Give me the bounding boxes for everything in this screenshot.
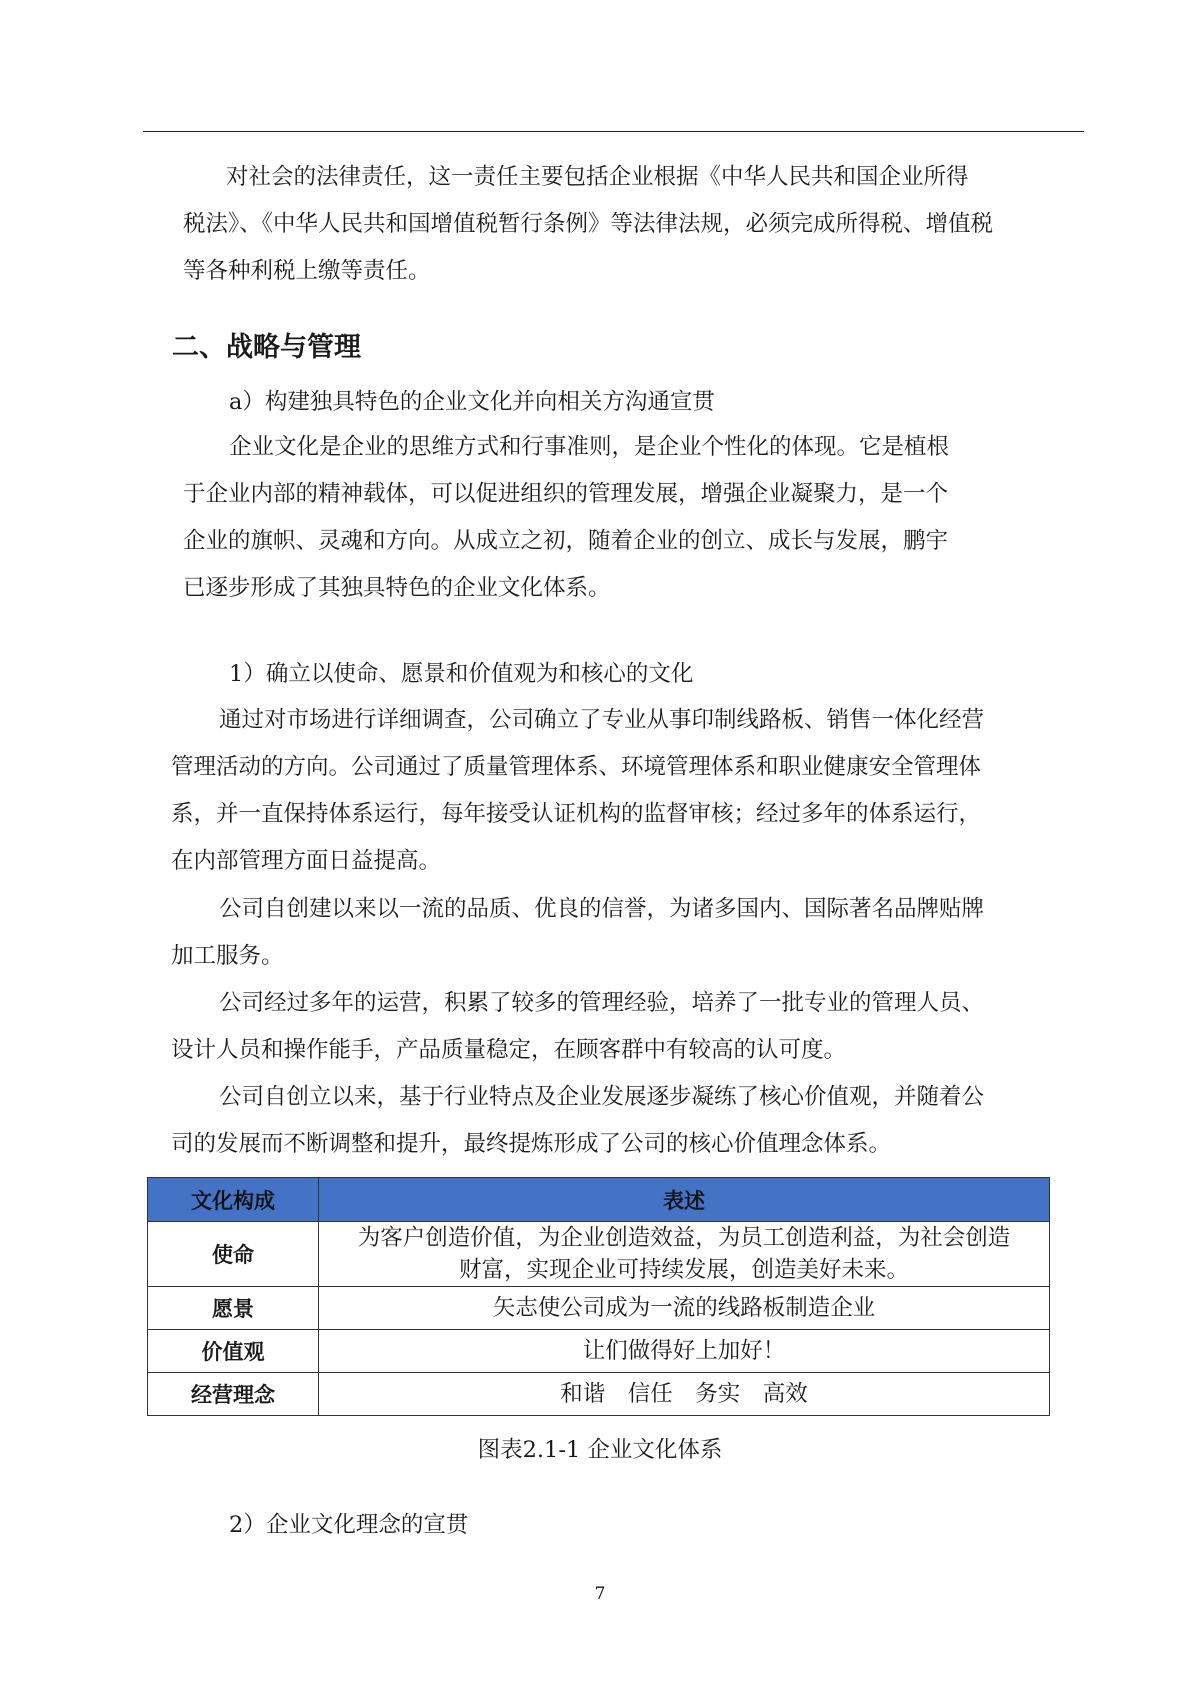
table-row	[148, 1222, 1050, 1287]
paragraph-line: 等各种利税上缴等责任。	[183, 258, 431, 284]
paragraph-line: 税法》、《中华人民共和国增值税暂行条例》等法律法规，必须完成所得税、增值税	[183, 211, 994, 237]
section-heading: 二、战略与管理	[172, 332, 361, 363]
table-header-cell: 文化构成	[148, 1178, 319, 1222]
culture-paragraph	[183, 424, 950, 612]
paragraph-line: 已逐步形成了其独具特色的企业文化体系。	[183, 575, 611, 601]
table-row	[148, 1287, 1050, 1330]
subsection-a-heading: a）构建独具特色的企业文化并向相关方沟通宣贯	[229, 389, 715, 415]
item-1-heading: 1）确立以使命、愿景和价值观为和核心的文化	[229, 661, 694, 687]
paragraph-line: 对社会的法律责任，这一责任主要包括企业根据《中华人民共和国企业所得	[226, 164, 969, 190]
paragraph-line: 企业的旗帜、灵魂和方向。从成立之初，随着企业的创立、成长与发展，鹏宇	[183, 528, 949, 554]
row-desc-mission	[319, 1222, 1050, 1287]
header-rule	[143, 131, 1084, 132]
paragraph-line: 设计人员和操作能手，产品质量稳定，在顾客群中有较高的认可度。	[171, 1037, 847, 1063]
paragraph-line: 系，并一直保持体系运行，每年接受认证机构的监督审核；经过多年的体系运行，	[171, 801, 982, 827]
row-desc-vision: 矢志使公司成为一流的线路板制造企业	[319, 1287, 1050, 1330]
paragraph-line: 管理活动的方向。公司通过了质量管理体系、环境管理体系和职业健康安全管理体	[171, 754, 982, 780]
row-desc-philosophy: 和谐 信任 务实 高效	[319, 1373, 1050, 1416]
paragraph-line: 公司自创立以来，基于行业特点及企业发展逐步凝练了核心价值观，并随着公	[219, 1084, 985, 1110]
table-row	[148, 1373, 1050, 1416]
culture-table	[147, 1177, 1050, 1416]
page-number: 7	[594, 1584, 606, 1604]
paragraph-line: 通过对市场进行详细调查，公司确立了专业从事印制线路板、销售一体化经营	[219, 707, 985, 733]
paragraph-line: 加工服务。	[171, 943, 284, 969]
paragraph-line: 公司经过多年的运营，积累了较多的管理经验，培养了一批专业的管理人员、	[219, 990, 985, 1016]
row-label-values: 价值观	[148, 1330, 319, 1373]
paragraph-line: 司的发展而不断调整和提升，最终提炼形成了公司的核心价值理念体系。	[171, 1131, 892, 1157]
paragraph-line: 企业文化是企业的思维方式和行事准则，是企业个性化的体现。它是植根	[229, 434, 950, 460]
paragraph-line: 公司自创建以来以一流的品质、优良的信誉，为诸多国内、国际著名品牌贴牌	[219, 896, 985, 922]
desc-line: 财富，实现企业可持续发展，创造美好未来。	[458, 1257, 909, 1283]
table-row	[148, 1330, 1050, 1373]
table-caption: 图表2.1-1 企业文化体系	[477, 1437, 723, 1463]
desc-line: 为客户创造价值，为企业创造效益，为员工创造利益，为社会创造	[357, 1225, 1011, 1251]
intro-paragraph	[183, 154, 994, 295]
row-desc-values: 让们做得好上加好！	[319, 1330, 1050, 1373]
row-label-vision: 愿景	[148, 1287, 319, 1330]
market-paragraph	[171, 697, 985, 885]
values-paragraph	[171, 1074, 985, 1168]
table-header-cell: 表述	[319, 1178, 1050, 1222]
row-label-mission: 使命	[148, 1222, 319, 1287]
quality-paragraph	[171, 886, 985, 980]
item-2-heading: 2）企业文化理念的宣贯	[229, 1512, 469, 1538]
paragraph-line: 于企业内部的精神载体，可以促进组织的管理发展，增强企业凝聚力，是一个	[183, 481, 949, 507]
table-header-row	[148, 1178, 1050, 1222]
row-label-philosophy: 经营理念	[148, 1373, 319, 1416]
paragraph-line: 在内部管理方面日益提高。	[171, 848, 442, 874]
experience-paragraph	[171, 980, 985, 1074]
